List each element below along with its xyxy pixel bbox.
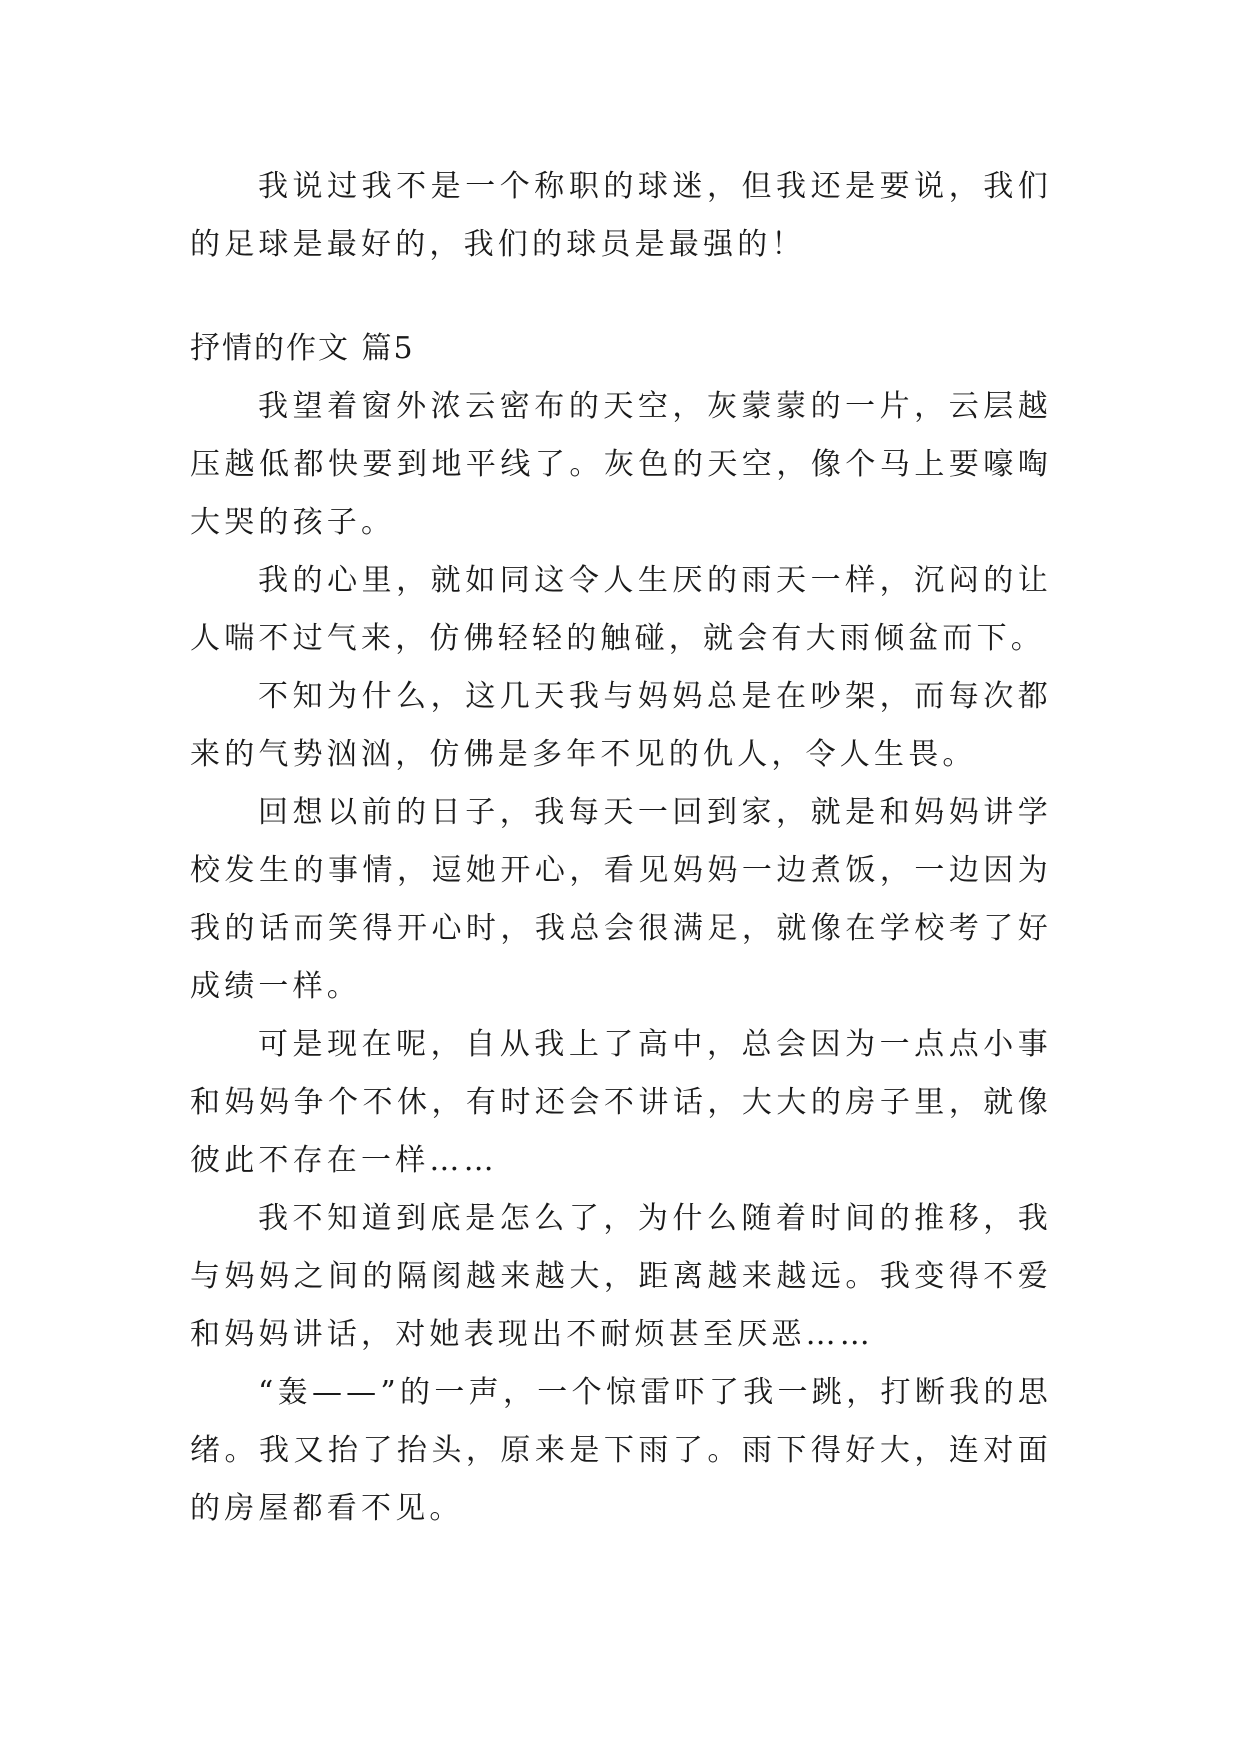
- document-body: [190, 158, 1052, 1538]
- paragraph: 可是现在呢，自从我上了高中，总会因为一点点小事和妈妈争个不休，有时还会不讲话，大大的房子里，就像彼此不存在一样……: [190, 1027, 1052, 1178]
- paragraph: 不知为什么，这几天我与妈妈总是在吵架，而每次都来的气势汹汹，仿佛是多年不见的仇人，令人生畏。: [190, 679, 1052, 772]
- paragraph: 我望着窗外浓云密布的天空，灰蒙蒙的一片，云层越压越低都快要到地平线了。灰色的天空，像个马上要嚎啕大哭的孩子。: [190, 389, 1052, 540]
- paragraph: 我的心里，就如同这令人生厌的雨天一样，沉闷的让人喘不过气来，仿佛轻轻的触碰，就会有大雨倾盆而下。: [190, 563, 1052, 656]
- paragraph: “轰——”的一声，一个惊雷吓了我一跳，打断我的思绪。我又抬了抬头，原来是下雨了。雨下得好大，连对面的房屋都看不见。: [190, 1375, 1052, 1526]
- paragraph: 我不知道到底是怎么了，为什么随着时间的推移，我与妈妈之间的隔阂越来越大，距离越来越远。我变得不爱和妈妈讲话，对她表现出不耐烦甚至厌恶……: [190, 1201, 1052, 1352]
- section-title: 抒情的作文 篇5: [190, 331, 415, 366]
- paragraph: 回想以前的日子，我每天一回到家，就是和妈妈讲学校发生的事情，逗她开心，看见妈妈一边煮饭，一边因为我的话而笑得开心时，我总会很满足，就像在学校考了好成绩一样。: [190, 795, 1052, 1004]
- intro-paragraph: 我说过我不是一个称职的球迷，但我还是要说，我们的足球是最好的，我们的球员是最强的！: [190, 169, 1052, 262]
